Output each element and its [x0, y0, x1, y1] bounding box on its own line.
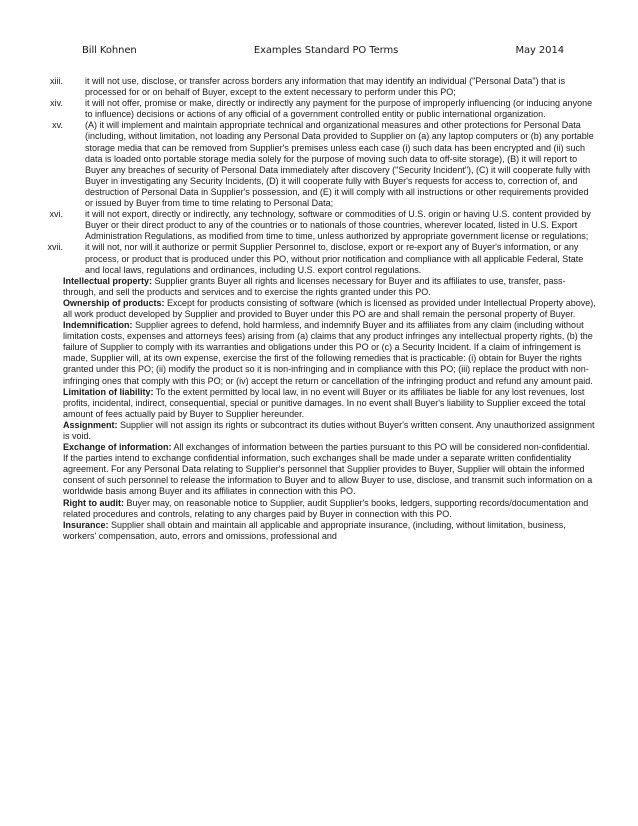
- section-intellectual-property: [40, 276, 596, 298]
- list-item: [40, 76, 596, 98]
- section-text: Supplier agrees to defend, hold harmless, and indemnify Buyer and its affiliates from any claim (including without limitation costs, expenses and attorneys fees) arising from (a) claims that any product infringes any intellectual property rights, (b) the failure of Supplier to comply with its warranties and obligations under this PO or (c) a Security Incident. If a claim of infringement is made, Supplier will, at its own expense, exercise the first of the following remedies that is practicable: (i) obtain for Buyer the rights granted under this PO; (ii) modify the product so it is non-infringing and in compliance with this PO; (iii) replace the product with non-infringing ones that comply with this PO; or (iv) accept the return or cancellation of the infringing product and refund any amount paid.: [63, 320, 593, 386]
- list-item-number: xiii.: [50, 76, 63, 86]
- section-text: To the extent permitted by local law, in no event will Buyer or its affiliates be liable for any lost revenues, lost profits, incidental, indirect, consequential, special or punitive damages. In no event shall Buyer's liability to Supplier exceed the total amount of fees actually paid by Buyer to Supplier hereunder.: [63, 386, 586, 419]
- section-heading: Intellectual property:: [63, 275, 153, 286]
- list-item-text: it will not export, directly or indirectly, any technology, software or commodities of U.S. origin or having U.S. content provided by Buyer or their direct product to any of the countries or to nationals of those countries, wherever located, listed in U.S. Export Administration Regulations, as modified from time to time, unless authorized by appropriate government license or regulations;: [85, 209, 591, 242]
- list-item-number: xiv.: [50, 98, 63, 109]
- section-text: Supplier shall obtain and maintain all applicable and appropriate insurance, (including, without limitation, business, workers' compensation, auto, errors and omissions, professional and: [63, 519, 566, 541]
- section-text: Buyer may, on reasonable notice to Supplier, audit Supplier's books, ledgers, supporting records/documentation and related procedures and controls, relating to any charges paid by Buyer in connection with this PO.: [63, 497, 589, 519]
- list-item-text: it will not offer, promise or make, directly or indirectly any payment for the purpose of improperly influencing (or inducing anyone to influence) decisions or actions of any official of a government controlled entity or public international organization.: [85, 98, 593, 120]
- section-text: Supplier will not assign its rights or subcontract its duties without Buyer's written consent. Any unauthorized assignment is void.: [63, 419, 595, 441]
- list-item-number: xvi.: [49, 209, 63, 220]
- list-item-number: xv.: [52, 120, 63, 131]
- list-item-text: it will not use, disclose, or transfer across borders any information that may identify an individual ("Personal Data") that is processed for or on behalf of Buyer, except to the extent necessary to perform under this PO;: [85, 76, 566, 98]
- section-heading: Ownership of products:: [63, 297, 165, 308]
- section-text: Except for products consisting of software (which is licensed as provided under Intellectual Property above), all work product developed by Supplier and provided to Buyer under this PO are and shall remain the personal property of Buyer.: [63, 297, 596, 319]
- section-heading: Exchange of information:: [63, 442, 172, 453]
- section-limitation-of-liability: [40, 387, 596, 420]
- list-item: [40, 242, 596, 275]
- list-item-number: xvii.: [47, 242, 63, 253]
- document-body: [40, 76, 596, 542]
- list-item: [40, 209, 596, 242]
- section-indemnification: [40, 320, 596, 387]
- section-heading: Indemnification:: [63, 320, 133, 331]
- section-assignment: [40, 420, 596, 442]
- section-heading: Right to audit:: [63, 497, 124, 508]
- section-text: Supplier grants Buyer all rights and licenses necessary for Buyer and its affiliates to use, transfer, pass-through, and sell the products and services and to exercise the rights granted under this PO.: [63, 275, 566, 297]
- header-title: Examples Standard PO Terms: [253, 45, 399, 56]
- page-header: [82, 45, 564, 59]
- list-item: [40, 120, 596, 209]
- header-author: Bill Kohnen: [82, 45, 137, 56]
- list-item-text: (A) it will implement and maintain appropriate technical and organizational measures and other protections for Personal Data (including, without limitation, not loading any Personal Data provided to Supplier on (a) any laptop computers or (b) any portable storage media that can be removed from Supplier's premises unless each case (i) such data has been encrypted and (ii) such data is loaded onto portable storage media solely for the purpose of moving such data to off-site storage), (B) it will report to Buyer any breaches of security of Personal Data immediately after discovery ("Security Incident"), (C) it will cooperate fully with Buyer in investigating any Security Incidents, (D) it will cooperate fully with Buyer's requests for access to, correction of, and destruction of Personal Data in Supplier's possession, and (E) it will comply with all instructions or other requirements provided or issued by Buyer from time to time relating to Personal Data;: [85, 120, 594, 209]
- section-ownership-of-products: [40, 298, 596, 320]
- section-heading: Limitation of liability:: [63, 386, 154, 397]
- list-item-text: it will not, nor will it authorize or permit Supplier Personnel to, disclose, export or re-export any of Buyer's information, or any process, or product that is produced under this PO, without prior notification and compliance with all applicable Federal, State and local laws, regulations and ordinances, including U.S. export control regulations.: [85, 242, 584, 275]
- section-heading: Assignment:: [63, 419, 118, 430]
- section-heading: Insurance:: [63, 519, 109, 530]
- section-exchange-of-information: [40, 442, 596, 497]
- section-text: All exchanges of information between the parties pursuant to this PO will be considered non-confidential. If the parties intend to exchange confidential information, such exchanges shall be made under a separate written confidentiality agreement. For any Personal Data relating to Supplier's personnel that Supplier provides to Buyer, Supplier will obtain the informed consent of such personnel to release the information to Buyer and to allow Buyer to use, disclose, and transmit such information on a worldwide basis among Buyer and its affiliates in connection with this PO.: [63, 442, 593, 497]
- section-insurance: [40, 520, 596, 542]
- header-date: May 2014: [515, 45, 564, 56]
- section-right-to-audit: [40, 498, 596, 520]
- list-item: [40, 98, 596, 120]
